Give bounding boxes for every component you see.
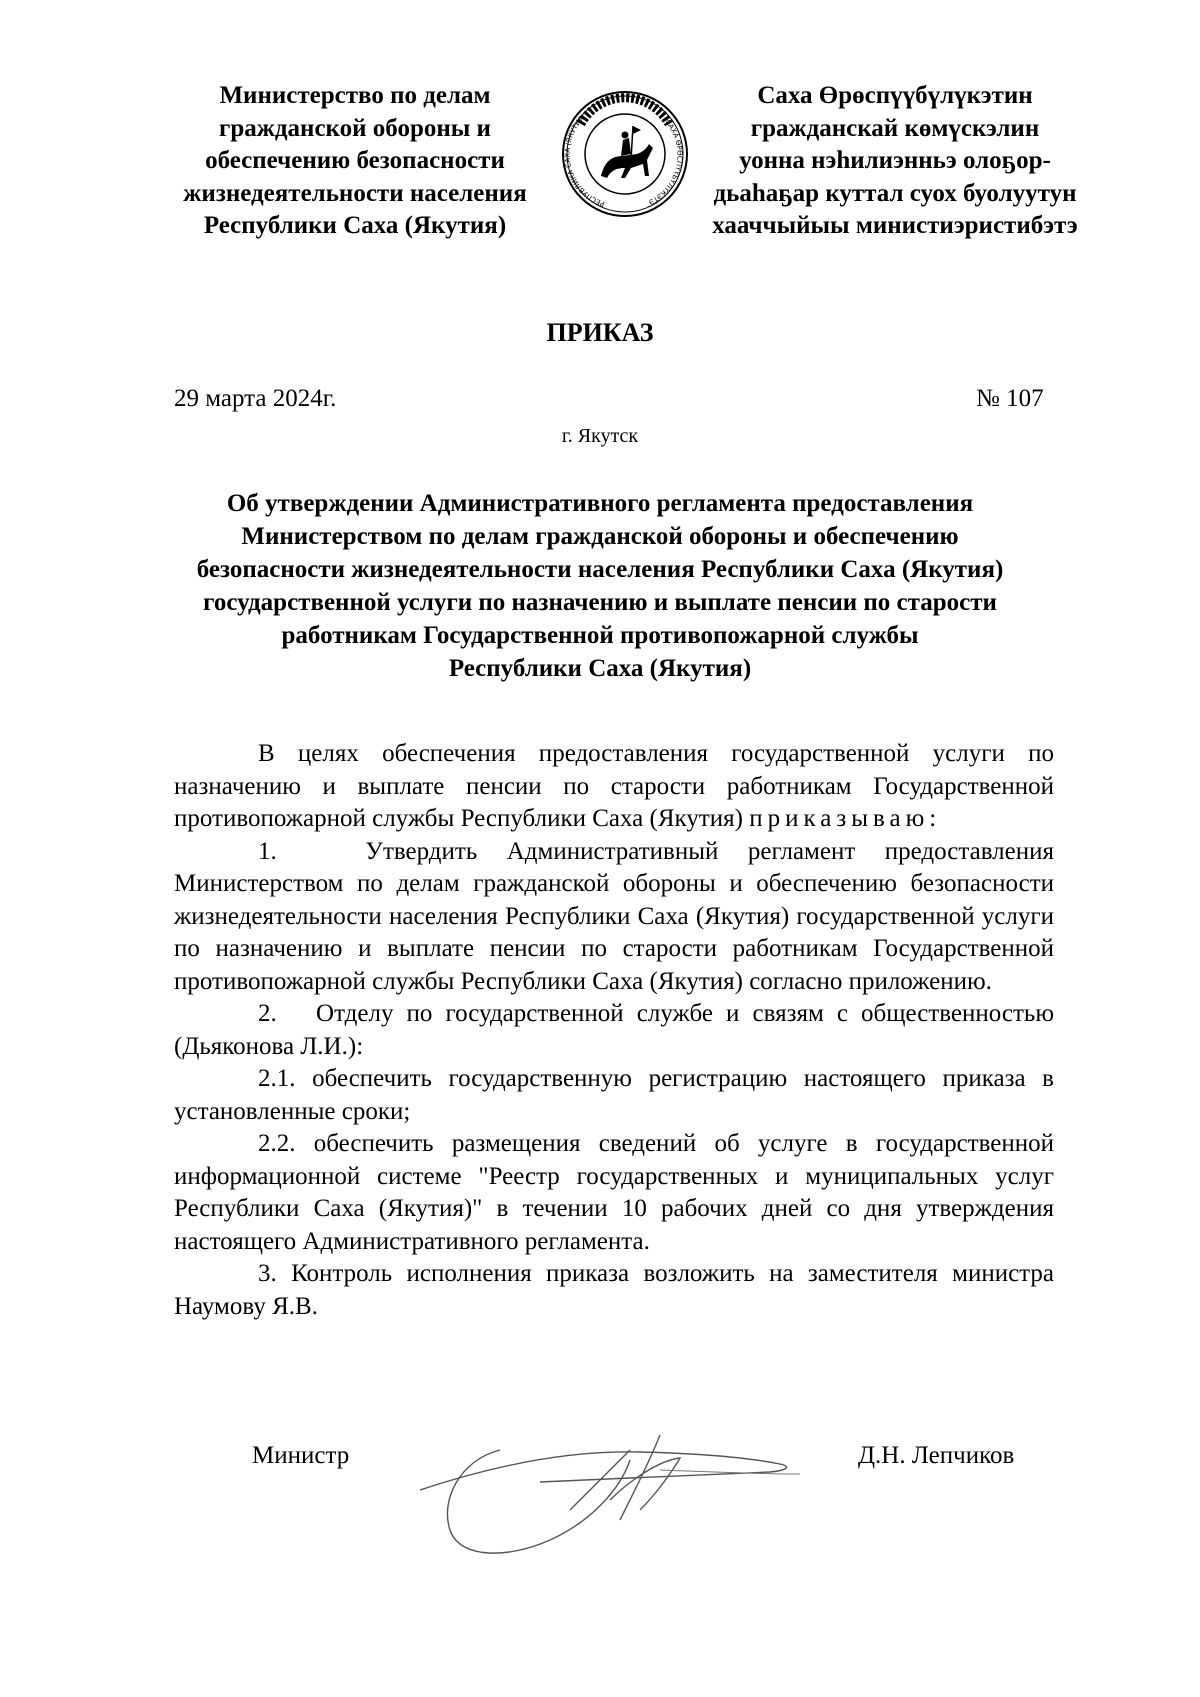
document-type: ПРИКАЗ: [546, 318, 654, 347]
document-title: [150, 487, 1050, 685]
title-line: работникам Государственной противопожарной службы: [281, 622, 919, 649]
letterhead-line: уонна нэһилиэнньэ олоҕор-: [739, 147, 1051, 174]
preamble-paragraph: [174, 738, 1054, 836]
svg-text:РЕСПУБЛИКА САХА (ЯКУТИЯ): РЕСПУБЛИКА САХА (ЯКУТИЯ: [563, 114, 606, 208]
document-city: г. Якутск: [561, 425, 639, 447]
letterhead-line: Саха Өрөспүүбүлүкэтин: [757, 82, 1033, 109]
document-date: 29 марта 2024г.: [174, 385, 337, 412]
item-2-paragraph: 2. Отделу по государственной службе и связям с общественностью (Дьяконова Л.И.):: [174, 1000, 1054, 1060]
letterhead-line: дьаһаҕар куттал суох буолуутун: [713, 179, 1077, 207]
letterhead-line: хааччыйыы министиэристибэтэ: [712, 212, 1078, 239]
item-1-paragraph: 1. Утвердить Административный регламент предоставления Министерством по делам гражданской обороны и обеспечению безопасности жизнедеятельности населения Республики Саха (Якутия) государственной услуги по назначению и выплате пенсии по старости работникам Государственной противопожарной службы Республики Саха (Якутия) согласно приложению.: [174, 837, 1054, 995]
letterhead-line: гражданской обороны и: [219, 114, 491, 142]
letterhead-line: жизнедеятельности населения: [183, 179, 527, 207]
title-line: Об утверждении Административного регламента предоставления: [226, 490, 974, 517]
document-number: № 107: [976, 385, 1044, 412]
coat-of-arms-emblem-icon: [561, 90, 689, 218]
document-body: [174, 738, 1054, 1323]
preamble-order-word: приказываю: [749, 805, 930, 832]
preamble-end: :: [929, 805, 937, 832]
item-3-paragraph: 3. Контроль исполнения приказа возложить на заместителя министра Наумову Я.В.: [174, 1260, 1054, 1320]
handwritten-signature-icon: [420, 1430, 840, 1570]
letterhead-line: Республики Саха (Якутия): [203, 212, 507, 239]
svg-text:САХА ӨРӨСПҮҮБҮЛҮКЭТЭ: САХА ӨРӨСПҮҮБҮЛҮКЭТЭ: [647, 118, 684, 207]
letterhead: [0, 80, 1200, 250]
signer-title: Министр: [252, 1442, 350, 1469]
signer-name: Д.Н. Лепчиков: [858, 1442, 1015, 1469]
letterhead-line: Министерство по делам: [219, 82, 491, 109]
letterhead-line: гражданскай көмүскэлин: [750, 114, 1040, 142]
letterhead-yakut: [690, 80, 1100, 243]
title-line: государственной услуги по назначению и выплате пенсии по старости: [203, 589, 997, 616]
signature-block: [0, 1430, 1200, 1580]
title-line: Министерством по делам гражданской обороны и обеспечению: [241, 523, 959, 550]
item-2-1-paragraph: 2.1. обеспечить государственную регистрацию настоящего приказа в установленные сроки;: [174, 1065, 1054, 1125]
letterhead-line: обеспечению безопасности: [205, 147, 505, 174]
title-line: безопасности жизнедеятельности населения Республики Саха (Якутия): [196, 556, 1004, 583]
preamble-text: В целях обеспечения предоставления государственной услуги по назначению и выплате пенсии по старости работникам Государственной противопожарной службы Республики Саха (Якутия): [174, 740, 1054, 832]
item-2-2-paragraph: 2.2. обеспечить размещения сведений об услуге в государственной информационной системе "Реестр государственных и муниципальных услуг Республики Саха (Якутия)" в течении 10 рабочих дней со дня утверждения настоящего Административного регламента.: [174, 1130, 1054, 1255]
letterhead-russian: [160, 80, 550, 243]
title-line: Республики Саха (Якутия): [448, 655, 752, 682]
